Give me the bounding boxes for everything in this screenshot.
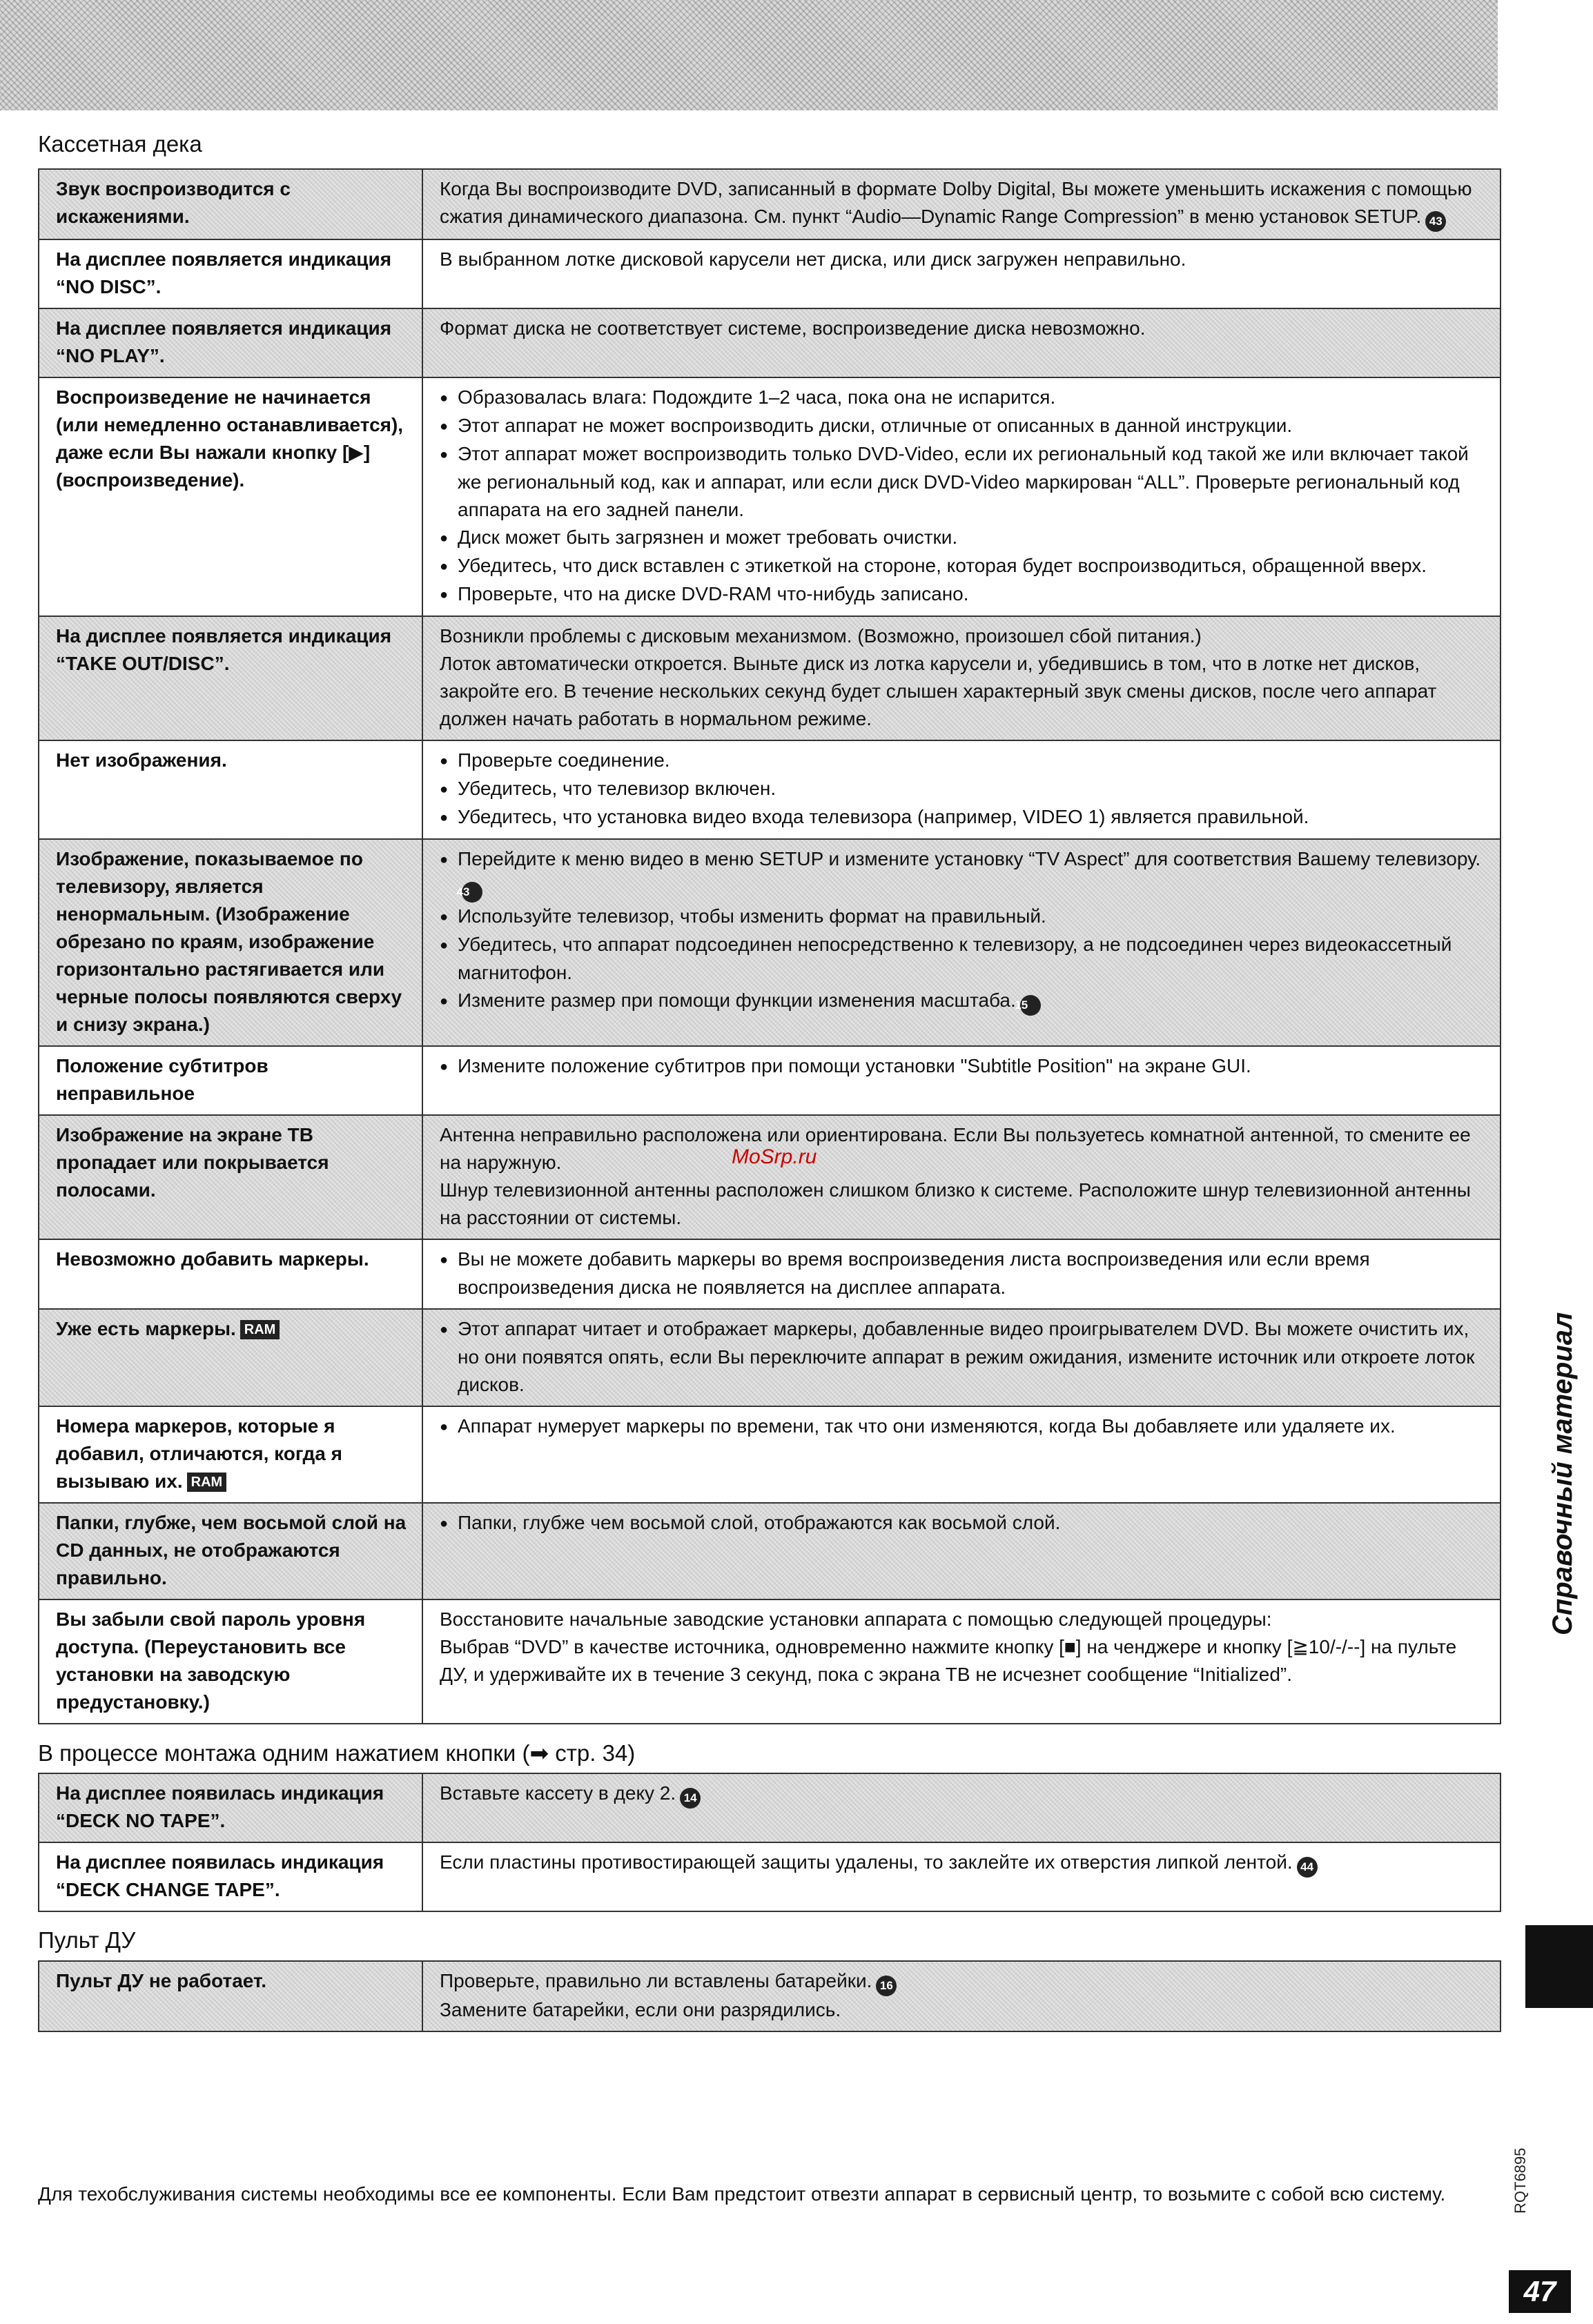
- troubleshooting-table-one-touch-edit: [38, 1773, 1501, 1912]
- solution-cell: [422, 308, 1501, 377]
- problem-text: Воспроизведение не начинается (или немедленно останавливается), даже если Вы нажали кнопку [▶] (воспроизведение).: [56, 386, 404, 491]
- solution-text: Замените батарейки, если они разрядились.: [440, 1999, 841, 2020]
- solution-line: [440, 315, 1486, 342]
- problem-cell: [39, 839, 422, 1046]
- problem-text: Уже есть маркеры.: [56, 1318, 236, 1339]
- solution-cell: [422, 1773, 1501, 1842]
- problem-text: На дисплее появляется индикация “NO PLAY”.: [56, 317, 392, 366]
- solution-text: Вы не можете добавить маркеры во время воспроизведения листа воспроизведения или если время воспроизведения диска не появляется на дисплее аппарата.: [458, 1248, 1370, 1298]
- solution-cell: [422, 1406, 1501, 1503]
- solution-line: [440, 1176, 1486, 1232]
- solution-text: Возникли проблемы с дисковым механизмом. (Возможно, произошел сбой питания.): [440, 625, 1202, 647]
- solution-line: [440, 1780, 1486, 1809]
- problem-text: На дисплее появилась индикация “DECK CHANGE TAPE”.: [56, 1851, 384, 1900]
- solution-cell: [422, 616, 1501, 740]
- solution-bullet: [440, 845, 1486, 903]
- solution-bullet: [440, 903, 1486, 931]
- solution-text: Восстановите начальные заводские установки аппарата с помощью следующей процедуры:: [440, 1608, 1272, 1630]
- solution-text: Аппарат нумерует маркеры по времени, так что они изменяются, когда Вы добавляете или удаляете их.: [458, 1415, 1396, 1437]
- solution-text: Папки, глубже чем восьмой слой, отображаются как восьмой слой.: [458, 1512, 1061, 1533]
- solution-bullet: [440, 552, 1486, 580]
- problem-cell: [39, 1239, 422, 1309]
- page-reference-icon: 44: [1297, 1857, 1318, 1878]
- solution-line: [440, 650, 1486, 733]
- solution-bullet: [440, 803, 1486, 831]
- solution-text: Выбрав “DVD” в качестве источника, одновременно нажмите кнопку [■] на ченджере и кнопку [≧10/-/--] на пульте ДУ, и удерживайте их в течение 3 секунд, пока с экрана ТВ не исчезнет сообщение “Initialized”.: [440, 1636, 1457, 1685]
- solution-line: [440, 622, 1486, 650]
- page-number: 47: [1509, 2270, 1571, 2313]
- solution-bullet: [440, 524, 1486, 552]
- solution-line: [440, 1606, 1486, 1633]
- table-row: [39, 308, 1501, 377]
- problem-text: На дисплее появляется индикация “NO DISC”.: [56, 248, 392, 297]
- solution-line: [440, 175, 1486, 232]
- solution-cell: [422, 1046, 1501, 1115]
- solution-cell: [422, 1115, 1501, 1239]
- solution-bullet: [440, 440, 1486, 524]
- solution-text: Используйте телевизор, чтобы изменить формат на правильный.: [458, 905, 1046, 927]
- solution-text: Лоток автоматически откроется. Выньте диск из лотка карусели и, убедившись в том, что в лотке нет дисков, закройте его. В течение нескольких секунд будет слышен характерный звук смены дисков, после чего аппарат должен начать работать в нормальном режиме.: [440, 653, 1437, 729]
- table-row: [39, 1046, 1501, 1115]
- table-row: [39, 740, 1501, 839]
- problem-text: Вы забыли свой пароль уровня доступа. (Переустановить все установки на заводскую предустановку.): [56, 1608, 366, 1713]
- solution-cell: [422, 239, 1501, 308]
- problem-text: На дисплее появилась индикация “DECK NO TAPE”.: [56, 1782, 384, 1831]
- solution-cell: [422, 1503, 1501, 1599]
- solution-text: Этот аппарат не может воспроизводить диски, отличные от описанных в данной инструкции.: [458, 415, 1293, 436]
- solution-text: Образовалась влага: Подождите 1–2 часа, пока она не испарится.: [458, 386, 1056, 408]
- solution-text: Когда Вы воспроизводите DVD, записанный в формате Dolby Digital, Вы можете уменьшить искажения с помощью сжатия динамического диапазона. См. пункт “Audio—Dynamic Range Compression” в меню установок SETUP.: [440, 178, 1472, 227]
- solution-cell: [422, 377, 1501, 616]
- side-tab-marker: [1525, 1925, 1593, 2008]
- table-row: [39, 1599, 1501, 1724]
- solution-line: [440, 1633, 1486, 1688]
- problem-cell: [39, 169, 422, 239]
- page-reference-icon: 16: [876, 1976, 897, 1996]
- problem-cell: [39, 1503, 422, 1599]
- solution-cell: [422, 1842, 1501, 1911]
- watermark: MoSrp.ru: [732, 1145, 817, 1168]
- solution-line: [440, 246, 1486, 273]
- solution-bullet: [440, 931, 1486, 987]
- solution-bullet: [440, 1315, 1486, 1399]
- problem-text: На дисплее появляется индикация “TAKE OUT/DISC”.: [56, 625, 392, 674]
- table-row: [39, 1115, 1501, 1239]
- solution-cell: [422, 1239, 1501, 1309]
- section-title-one-touch-edit: В процессе монтажа одним нажатием кнопки (➡ стр. 34): [38, 1740, 636, 1766]
- scanned-header-band: [0, 0, 1498, 110]
- solution-bullet: [440, 384, 1486, 412]
- solution-text: Проверьте, правильно ли вставлены батарейки.: [440, 1970, 872, 1991]
- problem-cell: [39, 1599, 422, 1724]
- table-row: [39, 1842, 1501, 1911]
- problem-text: Невозможно добавить маркеры.: [56, 1248, 369, 1270]
- problem-cell: [39, 1309, 422, 1406]
- solution-text: Убедитесь, что установка видео входа телевизора (например, VIDEO 1) является правильной.: [458, 806, 1309, 827]
- problem-text: Нет изображения.: [56, 749, 227, 771]
- page-reference-icon: 43: [462, 882, 482, 903]
- solution-cell: [422, 1961, 1501, 2031]
- table-row: [39, 1239, 1501, 1309]
- page-reference-icon: 14: [680, 1788, 701, 1809]
- problem-text: Папки, глубже, чем восьмой слой на CD данных, не отображаются правильно.: [56, 1512, 407, 1588]
- solution-text: Измените положение субтитров при помощи установки "Subtitle Position" на экране GUI.: [458, 1055, 1251, 1076]
- solution-text: Вставьте кассету в деку 2.: [440, 1782, 676, 1804]
- problem-text: Изображение на экране ТВ пропадает или покрывается полосами.: [56, 1124, 329, 1201]
- model-number: RQT6895: [1512, 2147, 1529, 2214]
- page-reference-icon: 15: [1020, 995, 1041, 1016]
- solution-text: Этот аппарат может воспроизводить только DVD-Video, если их региональный код такой же или включает такой же региональный код, как и аппарат, или если диск DVD-Video маркирован “ALL”. Проверьте региональный код аппарата на его задней панели.: [458, 443, 1469, 520]
- solution-cell: [422, 169, 1501, 239]
- solution-text: Формат диска не соответствует системе, воспроизведение диска невозможно.: [440, 317, 1146, 339]
- solution-text: Этот аппарат читает и отображает маркеры, добавленные видео проигрывателем DVD. Вы можете очистить их, но они появятся опять, если Вы переключите аппарат в режим ожидания, измените источник или откроете лоток дисков.: [458, 1318, 1475, 1395]
- side-section-label: Справочный материал: [1547, 1312, 1578, 1635]
- table-row: [39, 1406, 1501, 1503]
- problem-cell: [39, 377, 422, 616]
- problem-cell: [39, 1406, 422, 1503]
- table-row: [39, 239, 1501, 308]
- solution-text: Диск может быть загрязнен и может требовать очистки.: [458, 526, 958, 548]
- table-row: [39, 1961, 1501, 2031]
- solution-bullet: [440, 1412, 1486, 1441]
- solution-bullet: [440, 775, 1486, 803]
- solution-text: Убедитесь, что телевизор включен.: [458, 778, 776, 799]
- table-row: [39, 1503, 1501, 1599]
- problem-cell: [39, 308, 422, 377]
- page-reference-icon: 43: [1425, 211, 1446, 232]
- table-row: [39, 1773, 1501, 1842]
- solution-bullet: [440, 1052, 1486, 1081]
- solution-cell: [422, 1599, 1501, 1724]
- ram-badge: RAM: [187, 1473, 227, 1492]
- problem-cell: [39, 740, 422, 839]
- troubleshooting-table-cassette: [38, 168, 1501, 1724]
- solution-text: Проверьте, что на диске DVD-RAM что-нибудь записано.: [458, 583, 969, 604]
- solution-line: [440, 1967, 1486, 1996]
- solution-text: Убедитесь, что аппарат подсоединен непосредственно к телевизору, а не подсоединен через видеокассетный магнитофон.: [458, 934, 1452, 983]
- problem-cell: [39, 1842, 422, 1911]
- solution-text: Антенна неправильно расположена или ориентирована. Если Вы пользуетесь комнатной антенной, то смените ее на наружную.: [440, 1124, 1471, 1173]
- problem-text: Изображение, показываемое по телевизору, является ненормальным. (Изображение обрезано по краям, изображение горизонтально растягивается или черные полосы появляются сверху и снизу экрана.): [56, 848, 402, 1035]
- solution-text: Шнур телевизионной антенны расположен слишком близко к системе. Расположите шнур телевизионной антенны на расстоянии от системы.: [440, 1179, 1471, 1228]
- problem-cell: [39, 1961, 422, 2031]
- troubleshooting-table-remote: [38, 1960, 1501, 2032]
- problem-text: Пульт ДУ не работает.: [56, 1970, 267, 1991]
- solution-bullet: [440, 747, 1486, 775]
- problem-cell: [39, 1773, 422, 1842]
- solution-bullet: [440, 987, 1486, 1016]
- solution-cell: [422, 1309, 1501, 1406]
- solution-text: В выбранном лотке дисковой карусели нет диска, или диск загружен неправильно.: [440, 248, 1186, 270]
- solution-text: Если пластины противостирающей защиты удалены, то заклейте их отверстия липкой лентой.: [440, 1851, 1293, 1873]
- section-title-cassette: Кассетная дека: [38, 131, 202, 157]
- solution-text: Проверьте соединение.: [458, 749, 670, 771]
- solution-bullet: [440, 1509, 1486, 1537]
- table-row: [39, 616, 1501, 740]
- solution-text: Перейдите к меню видео в меню SETUP и измените установку “TV Aspect” для соответствия Вашему телевизору.: [458, 848, 1481, 869]
- solution-line: [440, 1849, 1486, 1878]
- solution-cell: [422, 740, 1501, 839]
- problem-cell: [39, 239, 422, 308]
- solution-bullet: [440, 1245, 1486, 1301]
- service-note: Для техобслуживания системы необходимы все ее компоненты. Если Вам предстоит отвезти аппарат в сервисный центр, то возьмите с собой всю систему.: [38, 2183, 1446, 2205]
- table-row: [39, 1309, 1501, 1406]
- problem-cell: [39, 616, 422, 740]
- solution-text: Измените размер при помощи функции изменения масштаба.: [458, 989, 1016, 1011]
- solution-line: [440, 1996, 1486, 2024]
- solution-text: Убедитесь, что диск вставлен с этикеткой на стороне, которая будет воспроизводиться, обращенной вверх.: [458, 555, 1427, 576]
- table-row: [39, 839, 1501, 1046]
- table-row: [39, 377, 1501, 616]
- solution-cell: [422, 839, 1501, 1046]
- problem-cell: [39, 1115, 422, 1239]
- solution-line: [440, 1121, 1486, 1176]
- problem-text: Положение субтитров неправильное: [56, 1055, 268, 1104]
- problem-text: Номера маркеров, которые я добавил, отличаются, когда я вызываю их.: [56, 1415, 342, 1492]
- ram-badge: RAM: [240, 1320, 280, 1339]
- section-title-remote: Пульт ДУ: [38, 1927, 136, 1953]
- problem-text: Звук воспроизводится с искажениями.: [56, 178, 291, 227]
- table-row: [39, 169, 1501, 239]
- problem-cell: [39, 1046, 422, 1115]
- solution-bullet: [440, 580, 1486, 609]
- solution-bullet: [440, 412, 1486, 440]
